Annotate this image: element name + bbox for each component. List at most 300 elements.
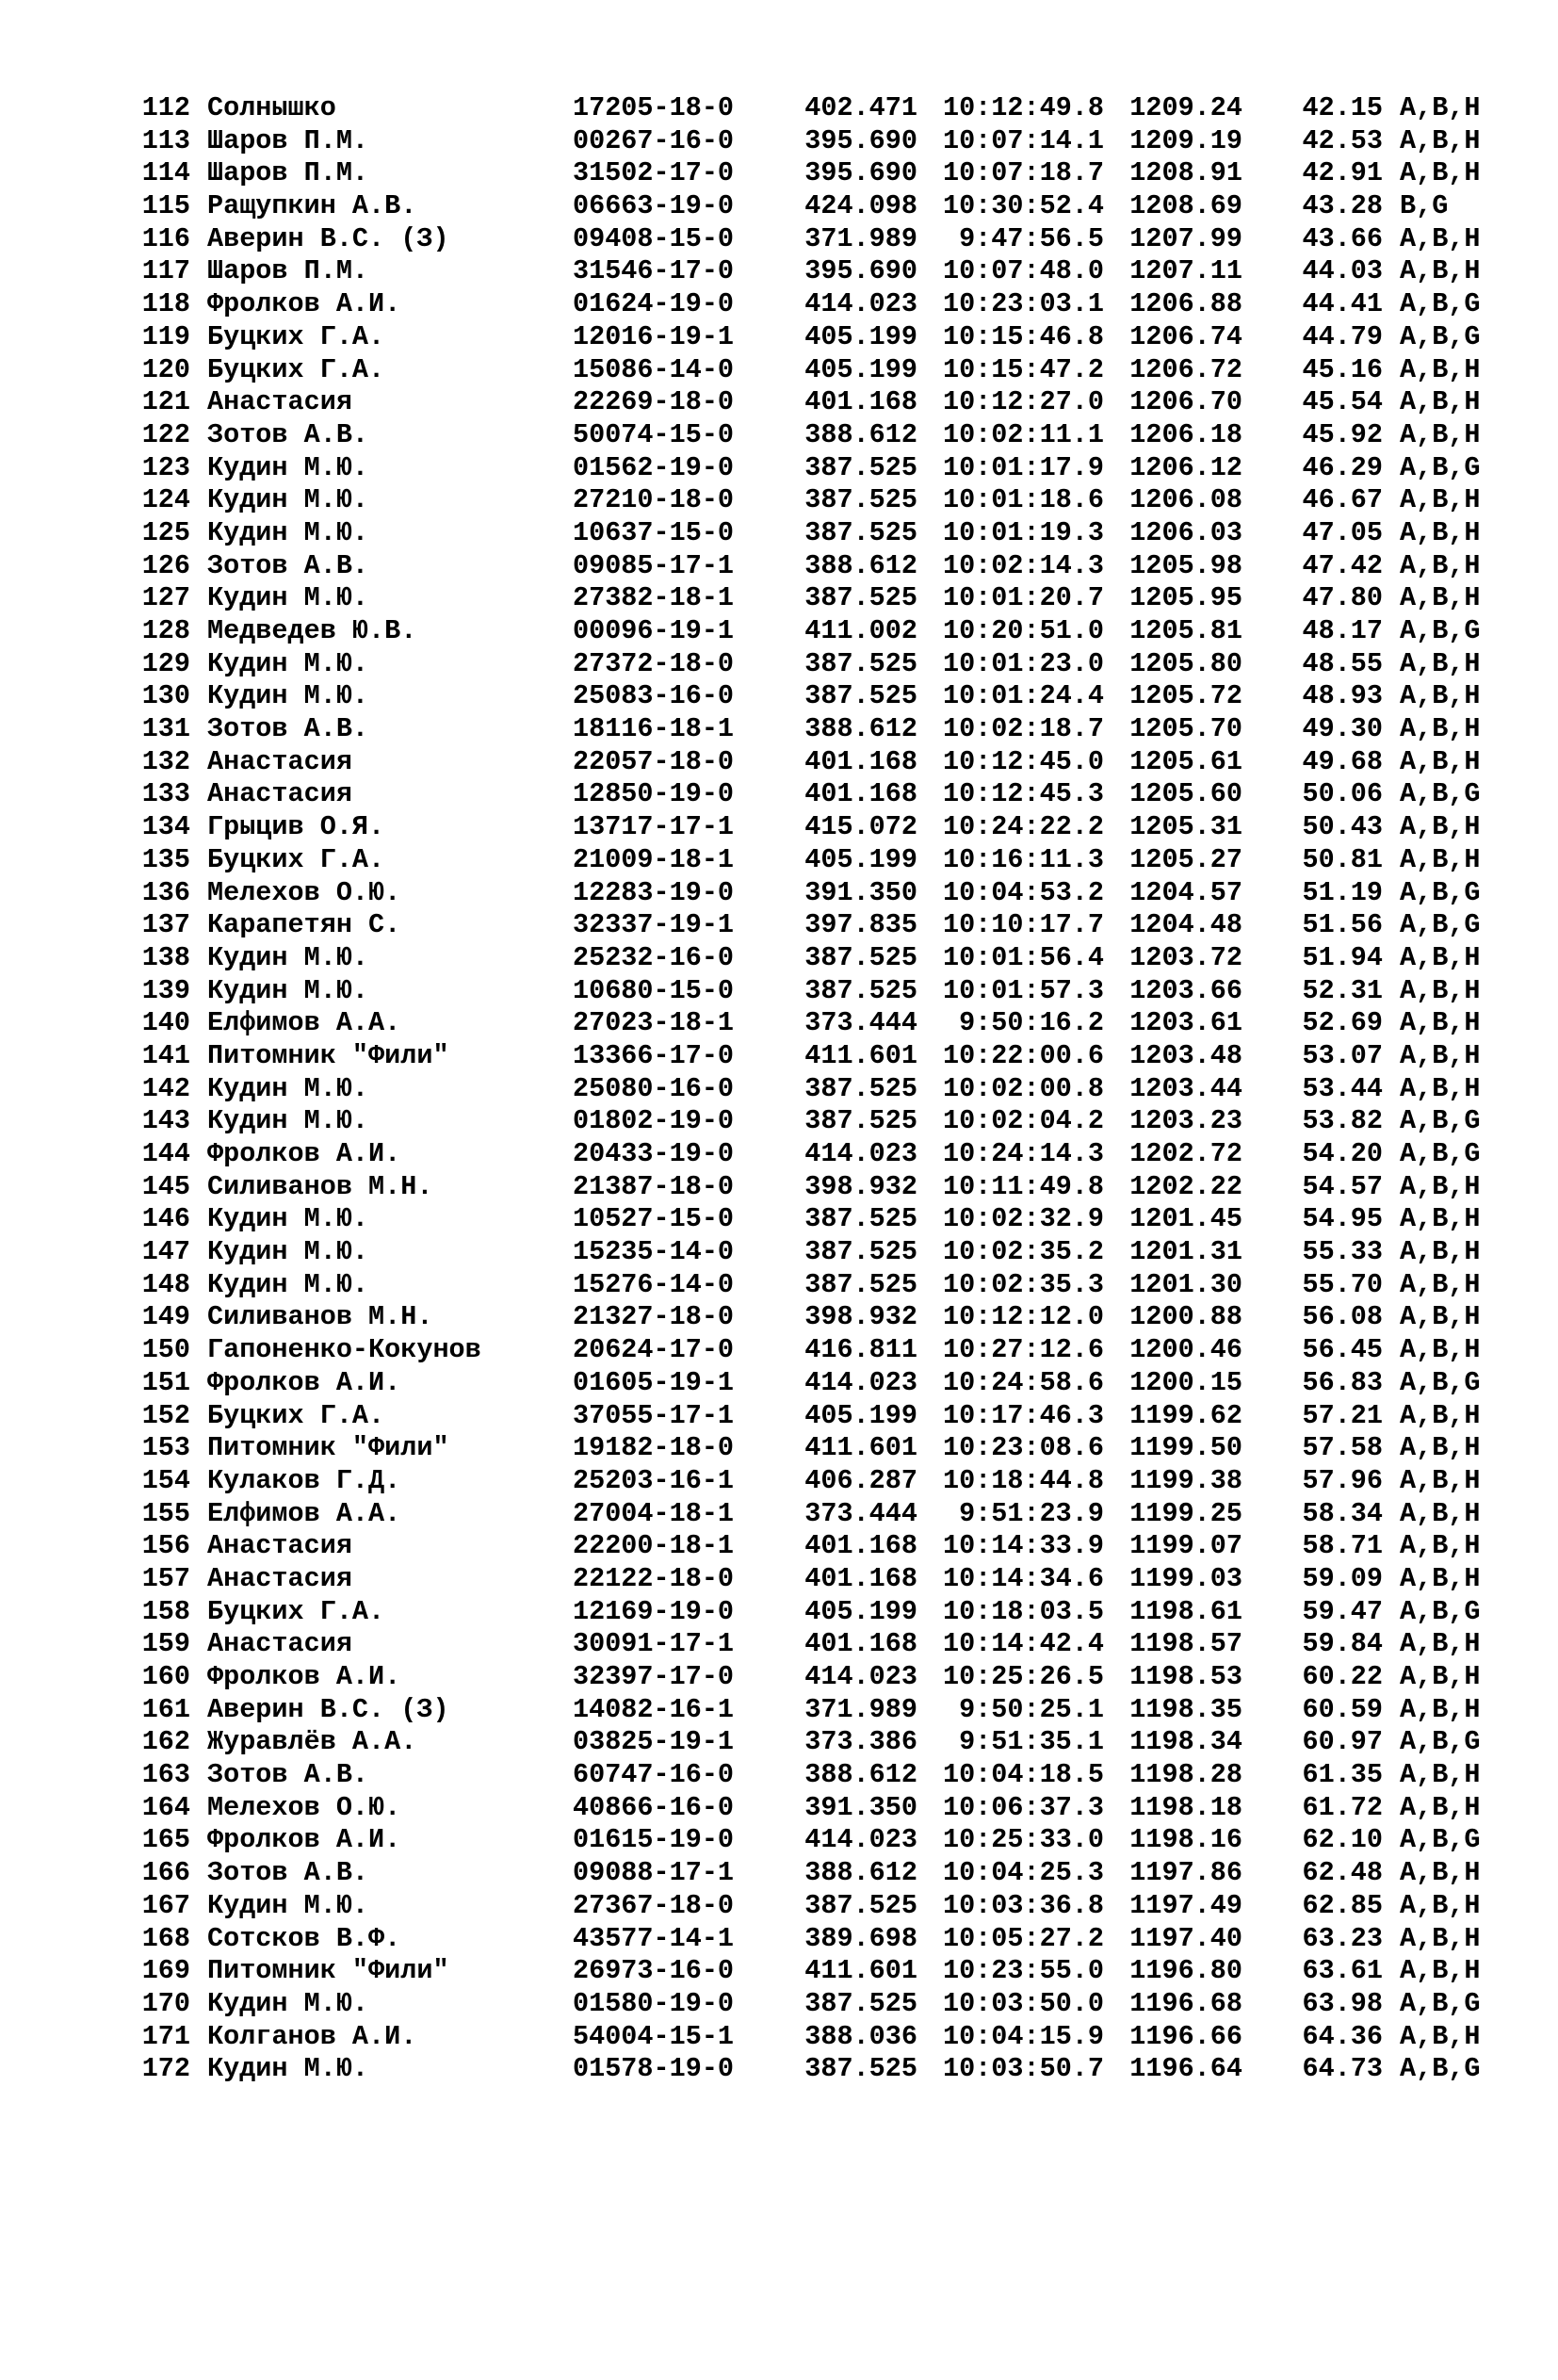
distance-value: 388.612 — [804, 418, 917, 450]
distance-value: 411.601 — [804, 1955, 917, 1987]
arrival-time: 10:02:14.3 — [942, 549, 1104, 581]
place-number: 147 — [141, 1236, 190, 1268]
arrival-time: 10:01:56.4 — [942, 941, 1104, 973]
table-row — [138, 975, 1513, 1008]
table-row — [138, 1007, 1513, 1040]
ring-number: 32337-19-1 — [573, 909, 735, 941]
category-flags: A,B,H — [1400, 484, 1481, 516]
coefficient-value: 62.48 — [1302, 1857, 1383, 1889]
place-number: 123 — [141, 451, 190, 483]
distance-value: 414.023 — [804, 288, 917, 320]
arrival-time: 10:20:51.0 — [942, 615, 1104, 646]
category-flags: A,B,H — [1400, 157, 1481, 189]
place-number: 165 — [141, 1824, 190, 1856]
arrival-time: 10:14:33.9 — [942, 1530, 1104, 1562]
arrival-time: 10:23:08.6 — [942, 1432, 1104, 1464]
speed-value: 1206.18 — [1129, 418, 1242, 450]
owner-name: Питомник "Фили" — [207, 1432, 449, 1464]
place-number: 152 — [141, 1399, 190, 1431]
owner-name: Карапетян С. — [207, 909, 401, 941]
owner-name: Фролков А.И. — [207, 1824, 401, 1856]
ring-number: 43577-14-1 — [573, 1922, 735, 1954]
category-flags: A,B,H — [1400, 1039, 1481, 1071]
speed-value: 1197.86 — [1129, 1857, 1242, 1889]
distance-value: 395.690 — [804, 157, 917, 189]
coefficient-value: 45.92 — [1302, 418, 1383, 450]
ring-number: 03825-19-1 — [573, 1726, 735, 1758]
speed-value: 1199.03 — [1129, 1562, 1242, 1594]
coefficient-value: 51.94 — [1302, 941, 1383, 973]
speed-value: 1205.27 — [1129, 843, 1242, 875]
place-number: 134 — [141, 811, 190, 843]
table-row — [138, 321, 1513, 354]
arrival-time: 10:25:33.0 — [942, 1824, 1104, 1856]
arrival-time: 10:07:48.0 — [942, 255, 1104, 287]
category-flags: A,B,G — [1400, 1366, 1481, 1398]
speed-value: 1199.25 — [1129, 1497, 1242, 1529]
owner-name: Кудин М.Ю. — [207, 451, 369, 483]
table-row — [138, 615, 1513, 648]
coefficient-value: 54.20 — [1302, 1138, 1383, 1169]
ring-number: 25080-16-0 — [573, 1072, 735, 1104]
place-number: 171 — [141, 2020, 190, 2052]
table-row — [138, 354, 1513, 387]
place-number: 126 — [141, 549, 190, 581]
owner-name: Фролков А.И. — [207, 1366, 401, 1398]
table-row — [138, 1857, 1513, 1890]
coefficient-value: 55.70 — [1302, 1268, 1383, 1300]
arrival-time: 10:01:17.9 — [942, 451, 1104, 483]
owner-name: Елфимов А.А. — [207, 1497, 401, 1529]
owner-name: Анастасия — [207, 778, 352, 810]
category-flags: A,B,H — [1400, 582, 1481, 614]
coefficient-value: 48.93 — [1302, 680, 1383, 712]
place-number: 169 — [141, 1955, 190, 1987]
ring-number: 15086-14-0 — [573, 353, 735, 385]
table-row — [138, 1759, 1513, 1792]
category-flags: A,B,G — [1400, 451, 1481, 483]
arrival-time: 10:02:35.3 — [942, 1268, 1104, 1300]
coefficient-value: 56.83 — [1302, 1366, 1383, 1398]
ring-number: 37055-17-1 — [573, 1399, 735, 1431]
table-row — [138, 778, 1513, 811]
category-flags: A,B,H — [1400, 92, 1481, 123]
owner-name: Питомник "Фили" — [207, 1039, 449, 1071]
category-flags: A,B,H — [1400, 353, 1481, 385]
owner-name: Кудин М.Ю. — [207, 1268, 369, 1300]
table-row — [138, 1203, 1513, 1236]
place-number: 154 — [141, 1464, 190, 1496]
ring-number: 01580-19-0 — [573, 1987, 735, 2019]
speed-value: 1203.44 — [1129, 1072, 1242, 1104]
coefficient-value: 51.19 — [1302, 876, 1383, 908]
place-number: 124 — [141, 484, 190, 516]
speed-value: 1203.66 — [1129, 974, 1242, 1006]
distance-value: 414.023 — [804, 1661, 917, 1692]
place-number: 141 — [141, 1039, 190, 1071]
place-number: 117 — [141, 255, 190, 287]
place-number: 125 — [141, 516, 190, 548]
distance-value: 405.199 — [804, 320, 917, 352]
arrival-time: 10:03:50.0 — [942, 1987, 1104, 2019]
distance-value: 389.698 — [804, 1922, 917, 1954]
table-row — [138, 484, 1513, 517]
table-row — [138, 1824, 1513, 1857]
category-flags: A,B,G — [1400, 1595, 1481, 1627]
coefficient-value: 58.71 — [1302, 1530, 1383, 1562]
owner-name: Грыцив О.Я. — [207, 811, 385, 843]
category-flags: A,B,G — [1400, 1105, 1481, 1137]
ring-number: 50074-15-0 — [573, 418, 735, 450]
distance-value: 414.023 — [804, 1138, 917, 1169]
ring-number: 19182-18-0 — [573, 1432, 735, 1464]
speed-value: 1205.80 — [1129, 647, 1242, 679]
arrival-time: 10:30:52.4 — [942, 190, 1104, 222]
speed-value: 1203.48 — [1129, 1039, 1242, 1071]
arrival-time: 10:12:12.0 — [942, 1301, 1104, 1333]
speed-value: 1201.45 — [1129, 1203, 1242, 1235]
ring-number: 30091-17-1 — [573, 1628, 735, 1660]
speed-value: 1205.60 — [1129, 778, 1242, 810]
distance-value: 405.199 — [804, 353, 917, 385]
place-number: 148 — [141, 1268, 190, 1300]
owner-name: Аверин В.С. (З) — [207, 222, 449, 254]
distance-value: 387.525 — [804, 1987, 917, 2019]
ring-number: 25232-16-0 — [573, 941, 735, 973]
coefficient-value: 59.84 — [1302, 1628, 1383, 1660]
table-row — [138, 844, 1513, 877]
owner-name: Кудин М.Ю. — [207, 1072, 369, 1104]
distance-value: 401.168 — [804, 1562, 917, 1594]
ring-number: 22269-18-0 — [573, 386, 735, 418]
speed-value: 1198.57 — [1129, 1628, 1242, 1660]
speed-value: 1207.99 — [1129, 222, 1242, 254]
place-number: 167 — [141, 1889, 190, 1921]
arrival-time: 10:12:49.8 — [942, 92, 1104, 123]
coefficient-value: 57.96 — [1302, 1464, 1383, 1496]
place-number: 127 — [141, 582, 190, 614]
coefficient-value: 61.72 — [1302, 1791, 1383, 1823]
category-flags: A,B,H — [1400, 1464, 1481, 1496]
coefficient-value: 50.43 — [1302, 811, 1383, 843]
category-flags: A,B,H — [1400, 1203, 1481, 1235]
coefficient-value: 48.55 — [1302, 647, 1383, 679]
owner-name: Кудин М.Ю. — [207, 582, 369, 614]
arrival-time: 10:11:49.8 — [942, 1170, 1104, 1202]
speed-value: 1204.57 — [1129, 876, 1242, 908]
arrival-time: 10:24:58.6 — [942, 1366, 1104, 1398]
table-row — [138, 190, 1513, 223]
distance-value: 416.811 — [804, 1334, 917, 1366]
ring-number: 26973-16-0 — [573, 1955, 735, 1987]
ring-number: 25083-16-0 — [573, 680, 735, 712]
ring-number: 12169-19-0 — [573, 1595, 735, 1627]
speed-value: 1209.19 — [1129, 124, 1242, 156]
table-row — [138, 746, 1513, 779]
place-number: 129 — [141, 647, 190, 679]
owner-name: Кудин М.Ю. — [207, 516, 369, 548]
arrival-time: 10:03:50.7 — [942, 2053, 1104, 2085]
distance-value: 402.471 — [804, 92, 917, 123]
place-number: 135 — [141, 843, 190, 875]
ring-number: 00267-16-0 — [573, 124, 735, 156]
owner-name: Кудин М.Ю. — [207, 1105, 369, 1137]
arrival-time: 10:12:27.0 — [942, 386, 1104, 418]
table-row — [138, 125, 1513, 158]
owner-name: Анастасия — [207, 1562, 352, 1594]
table-row — [138, 1171, 1513, 1204]
coefficient-value: 45.16 — [1302, 353, 1383, 385]
distance-value: 387.525 — [804, 1105, 917, 1137]
distance-value: 401.168 — [804, 386, 917, 418]
owner-name: Журавлёв А.А. — [207, 1726, 417, 1758]
ring-number: 54004-15-1 — [573, 2020, 735, 2052]
category-flags: A,B,H — [1400, 1497, 1481, 1529]
ring-number: 31546-17-0 — [573, 255, 735, 287]
distance-value: 387.525 — [804, 1236, 917, 1268]
distance-value: 391.350 — [804, 1791, 917, 1823]
owner-name: Кудин М.Ю. — [207, 1987, 369, 2019]
speed-value: 1198.35 — [1129, 1693, 1242, 1725]
owner-name: Мелехов О.Ю. — [207, 876, 401, 908]
ring-number: 01615-19-0 — [573, 1824, 735, 1856]
table-row — [138, 1301, 1513, 1334]
speed-value: 1205.72 — [1129, 680, 1242, 712]
arrival-time: 10:01:24.4 — [942, 680, 1104, 712]
coefficient-value: 50.81 — [1302, 843, 1383, 875]
arrival-time: 10:24:14.3 — [942, 1138, 1104, 1169]
distance-value: 387.525 — [804, 2053, 917, 2085]
arrival-time: 10:16:11.3 — [942, 843, 1104, 875]
ring-number: 21387-18-0 — [573, 1170, 735, 1202]
coefficient-value: 45.54 — [1302, 386, 1383, 418]
distance-value: 395.690 — [804, 124, 917, 156]
place-number: 162 — [141, 1726, 190, 1758]
ring-number: 15235-14-0 — [573, 1236, 735, 1268]
distance-value: 395.690 — [804, 255, 917, 287]
ring-number: 22200-18-1 — [573, 1530, 735, 1562]
ring-number: 20433-19-0 — [573, 1138, 735, 1169]
table-row — [138, 1563, 1513, 1596]
table-row — [138, 1530, 1513, 1563]
table-row — [138, 255, 1513, 288]
ring-number: 00096-19-1 — [573, 615, 735, 646]
place-number: 149 — [141, 1301, 190, 1333]
coefficient-value: 46.29 — [1302, 451, 1383, 483]
speed-value: 1206.03 — [1129, 516, 1242, 548]
speed-value: 1198.53 — [1129, 1661, 1242, 1692]
arrival-time: 10:01:57.3 — [942, 974, 1104, 1006]
owner-name: Кудин М.Ю. — [207, 1203, 369, 1235]
arrival-time: 10:02:35.2 — [942, 1236, 1104, 1268]
coefficient-value: 44.41 — [1302, 288, 1383, 320]
category-flags: A,B,H — [1400, 1889, 1481, 1921]
ring-number: 10527-15-0 — [573, 1203, 735, 1235]
table-row — [138, 1105, 1513, 1138]
coefficient-value: 52.69 — [1302, 1007, 1383, 1039]
distance-value: 387.525 — [804, 680, 917, 712]
place-number: 133 — [141, 778, 190, 810]
arrival-time: 10:23:03.1 — [942, 288, 1104, 320]
place-number: 153 — [141, 1432, 190, 1464]
category-flags: A,B,H — [1400, 418, 1481, 450]
arrival-time: 9:50:25.1 — [959, 1693, 1104, 1725]
arrival-time: 10:25:26.5 — [942, 1661, 1104, 1692]
category-flags: A,B,H — [1400, 811, 1481, 843]
speed-value: 1206.88 — [1129, 288, 1242, 320]
owner-name: Буцких Г.А. — [207, 320, 385, 352]
ring-number: 01802-19-0 — [573, 1105, 735, 1137]
category-flags: A,B,H — [1400, 1791, 1481, 1823]
speed-value: 1203.61 — [1129, 1007, 1242, 1039]
table-row — [138, 2021, 1513, 2054]
distance-value: 388.036 — [804, 2020, 917, 2052]
speed-value: 1205.61 — [1129, 745, 1242, 777]
table-row — [138, 1955, 1513, 1988]
ring-number: 27372-18-0 — [573, 647, 735, 679]
speed-value: 1204.48 — [1129, 909, 1242, 941]
distance-value: 387.525 — [804, 516, 917, 548]
category-flags: A,B,H — [1400, 1007, 1481, 1039]
coefficient-value: 60.22 — [1302, 1661, 1383, 1692]
ring-number: 09085-17-1 — [573, 549, 735, 581]
ring-number: 13717-17-1 — [573, 811, 735, 843]
ring-number: 09408-15-0 — [573, 222, 735, 254]
arrival-time: 10:18:03.5 — [942, 1595, 1104, 1627]
owner-name: Кудин М.Ю. — [207, 647, 369, 679]
speed-value: 1200.88 — [1129, 1301, 1242, 1333]
owner-name: Мелехов О.Ю. — [207, 1791, 401, 1823]
arrival-time: 10:17:46.3 — [942, 1399, 1104, 1431]
category-flags: A,B,G — [1400, 1987, 1481, 2019]
coefficient-value: 43.66 — [1302, 222, 1383, 254]
owner-name: Солнышко — [207, 92, 336, 123]
table-row — [138, 1073, 1513, 1106]
speed-value: 1208.69 — [1129, 190, 1242, 222]
coefficient-value: 44.79 — [1302, 320, 1383, 352]
place-number: 116 — [141, 222, 190, 254]
speed-value: 1209.24 — [1129, 92, 1242, 123]
ring-number: 27382-18-1 — [573, 582, 735, 614]
category-flags: A,B,H — [1400, 255, 1481, 287]
ring-number: 09088-17-1 — [573, 1857, 735, 1889]
arrival-time: 10:07:18.7 — [942, 157, 1104, 189]
owner-name: Шаров П.М. — [207, 124, 369, 156]
table-row — [138, 1138, 1513, 1171]
ring-number: 20624-17-0 — [573, 1334, 735, 1366]
distance-value: 388.612 — [804, 1759, 917, 1791]
arrival-time: 10:04:15.9 — [942, 2020, 1104, 2052]
table-row — [138, 1988, 1513, 2021]
owner-name: Буцких Г.А. — [207, 353, 385, 385]
owner-name: Аверин В.С. (З) — [207, 1693, 449, 1725]
place-number: 112 — [141, 92, 190, 123]
table-row — [138, 1923, 1513, 1956]
place-number: 136 — [141, 876, 190, 908]
table-row — [138, 1432, 1513, 1465]
place-number: 158 — [141, 1595, 190, 1627]
owner-name: Кулаков Г.Д. — [207, 1464, 401, 1496]
distance-value: 387.525 — [804, 1268, 917, 1300]
owner-name: Гапоненко-Кокунов — [207, 1334, 481, 1366]
arrival-time: 10:14:34.6 — [942, 1562, 1104, 1594]
category-flags: A,B,H — [1400, 1530, 1481, 1562]
category-flags: A,B,H — [1400, 1759, 1481, 1791]
speed-value: 1196.64 — [1129, 2053, 1242, 2085]
speed-value: 1198.34 — [1129, 1726, 1242, 1758]
place-number: 131 — [141, 713, 190, 745]
place-number: 121 — [141, 386, 190, 418]
ring-number: 13366-17-0 — [573, 1039, 735, 1071]
distance-value: 388.612 — [804, 713, 917, 745]
owner-name: Буцких Г.А. — [207, 1595, 385, 1627]
table-row — [138, 811, 1513, 844]
speed-value: 1200.46 — [1129, 1334, 1242, 1366]
owner-name: Фролков А.И. — [207, 288, 401, 320]
ring-number: 25203-16-1 — [573, 1464, 735, 1496]
table-row — [138, 1465, 1513, 1498]
owner-name: Кудин М.Ю. — [207, 1236, 369, 1268]
arrival-time: 10:04:25.3 — [942, 1857, 1104, 1889]
place-number: 119 — [141, 320, 190, 352]
distance-value: 414.023 — [804, 1824, 917, 1856]
owner-name: Анастасия — [207, 745, 352, 777]
table-row — [138, 1890, 1513, 1923]
distance-value: 387.525 — [804, 484, 917, 516]
coefficient-value: 49.68 — [1302, 745, 1383, 777]
owner-name: Силиванов М.Н. — [207, 1301, 433, 1333]
owner-name: Кудин М.Ю. — [207, 974, 369, 1006]
distance-value: 415.072 — [804, 811, 917, 843]
category-flags: A,B,G — [1400, 1138, 1481, 1169]
owner-name: Зотов А.В. — [207, 713, 369, 745]
coefficient-value: 53.07 — [1302, 1039, 1383, 1071]
distance-value: 371.989 — [804, 1693, 917, 1725]
distance-value: 371.989 — [804, 222, 917, 254]
table-row — [138, 648, 1513, 681]
coefficient-value: 42.91 — [1302, 157, 1383, 189]
distance-value: 373.386 — [804, 1726, 917, 1758]
category-flags: A,B,H — [1400, 1562, 1481, 1594]
place-number: 146 — [141, 1203, 190, 1235]
distance-value: 405.199 — [804, 1595, 917, 1627]
arrival-time: 10:24:22.2 — [942, 811, 1104, 843]
coefficient-value: 49.30 — [1302, 713, 1383, 745]
arrival-time: 10:02:00.8 — [942, 1072, 1104, 1104]
distance-value: 387.525 — [804, 1203, 917, 1235]
owner-name: Зотов А.В. — [207, 1759, 369, 1791]
distance-value: 388.612 — [804, 549, 917, 581]
owner-name: Зотов А.В. — [207, 549, 369, 581]
coefficient-value: 61.35 — [1302, 1759, 1383, 1791]
coefficient-value: 57.58 — [1302, 1432, 1383, 1464]
table-row — [138, 1334, 1513, 1367]
table-row — [138, 942, 1513, 975]
owner-name: Кудин М.Ю. — [207, 941, 369, 973]
owner-name: Анастасия — [207, 1628, 352, 1660]
place-number: 118 — [141, 288, 190, 320]
arrival-time: 10:02:04.2 — [942, 1105, 1104, 1137]
distance-value: 387.525 — [804, 647, 917, 679]
category-flags: A,B,G — [1400, 615, 1481, 646]
speed-value: 1206.70 — [1129, 386, 1242, 418]
coefficient-value: 63.23 — [1302, 1922, 1383, 1954]
category-flags: A,B,H — [1400, 974, 1481, 1006]
owner-name: Зотов А.В. — [207, 418, 369, 450]
coefficient-value: 56.45 — [1302, 1334, 1383, 1366]
category-flags: A,B,G — [1400, 778, 1481, 810]
coefficient-value: 60.97 — [1302, 1726, 1383, 1758]
